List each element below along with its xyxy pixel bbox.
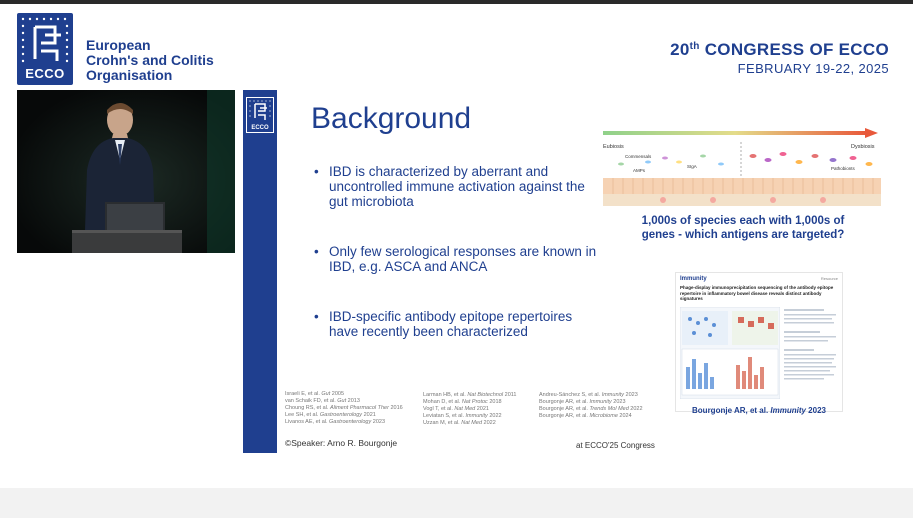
reference-item: Bourgonje AR, et al. Immunity 2023 — [539, 399, 626, 405]
reference-item: Larman HB, et al. Nat Biotechnol 2011 — [423, 392, 517, 398]
bullet-item: • IBD-specific antibody epitope repertoires have recently been characterized — [313, 309, 603, 339]
slide-title: Background — [311, 102, 472, 135]
graphical-abstract — [680, 307, 780, 399]
logo-text: ECCO — [25, 66, 65, 81]
species-question: 1,000s of species each with 1,000s of genes - which antigens are targeted? — [641, 215, 845, 241]
org-line-2: Crohn's and Colitis — [86, 52, 214, 68]
references-column-2 — [423, 392, 516, 427]
cite-authors: Bourgonje AR, et al. — [692, 406, 771, 415]
gut-microbiota-illustration — [603, 138, 881, 208]
references-column-1 — [285, 391, 403, 426]
epithelium-layer — [603, 178, 881, 206]
header — [0, 4, 913, 88]
reference-item: Mohan D, et al. Nat Protoc 2018 — [423, 399, 502, 405]
reference-item: Choung RS, et al. Aliment Pharmacol Ther 2016 — [285, 405, 403, 411]
speaker-credit: ©Speaker: Arno R. Bourgonje — [285, 438, 398, 448]
org-line-1: European — [86, 37, 151, 53]
bottom-bar — [0, 488, 913, 518]
amps-label: AMPs — [633, 168, 646, 173]
references-column-3 — [539, 392, 643, 420]
pathobionts-label: Pathobionts — [831, 166, 855, 171]
speaker-video[interactable] — [17, 90, 235, 253]
paper-journal: Immunity — [680, 276, 707, 282]
congress-number: 20 — [670, 40, 690, 59]
ecco-logo — [17, 13, 73, 85]
reference-item: Uzzan M, et al. Nat Med 2022 — [423, 420, 496, 426]
paper-thumbnail — [675, 272, 843, 412]
reference-item: Lee SH, et al. Gastroenterology 2021 — [285, 412, 376, 418]
podium — [72, 230, 182, 253]
org-line-3: Organisation — [86, 67, 173, 83]
cite-journal: Immunity — [770, 406, 806, 415]
congress-info — [670, 40, 889, 76]
slide-side-strip — [243, 90, 277, 453]
bullet-item: • Only few serological responses are known in IBD, e.g. ASCA and ANCA — [313, 244, 603, 274]
reference-item: Bourgonje AR, et al. Microbiome 2024 — [539, 413, 632, 419]
reference-item: van Schaik FD, et al. Gut 2013 — [285, 398, 360, 404]
slide-logo-text: ECCO — [251, 125, 269, 131]
eubiosis-dysbiosis-arrow — [603, 128, 878, 138]
reference-item: Bourgonje AR, et al. Trends Mol Med 2022 — [539, 406, 643, 412]
reference-item: Leviatan S, et al. Immunity 2022 — [423, 413, 502, 419]
cite-year: 2023 — [805, 406, 826, 415]
paper-citation — [675, 406, 843, 415]
bullet-list — [313, 164, 603, 374]
eubiosis-label: Eubiosis — [603, 144, 624, 150]
reference-item: Vogl T, et al. Nat Med 2021 — [423, 406, 489, 412]
paper-title: Phage-display immunoprecipitation sequencing of the antibody epitope repertoire in inflammatory bowel disease reveals distinct antibody signatures — [680, 285, 834, 301]
bullet-item: • IBD is characterized by aberrant and uncontrolled immune activation against the gut microbiota — [313, 164, 603, 209]
reference-item: Israeli E, et al. Gut 2005 — [285, 391, 345, 397]
paper-resource: Resource — [820, 276, 838, 281]
speaker-video-frame — [17, 90, 235, 253]
siga-label: SIgA — [687, 164, 697, 169]
organisation-name — [86, 38, 214, 83]
commensals-label: Commensals — [625, 154, 652, 159]
congress-title — [670, 40, 889, 60]
dysbiosis-label: Dysbiosis — [851, 144, 875, 150]
congress-title-rest: CONGRESS OF ECCO — [699, 40, 889, 59]
reference-item: Andreu-Sánchez S, et al. Immunity 2023 — [539, 392, 638, 398]
presentation-slide — [243, 90, 890, 453]
reference-item: Livanos AE, et al. Gastroenterology 2023 — [285, 419, 385, 425]
congress-date: FEBRUARY 19-22, 2025 — [737, 61, 889, 76]
slide-ecco-logo — [246, 97, 274, 133]
paper-highlights — [784, 307, 840, 399]
congress-suffix: th — [689, 41, 700, 52]
congress-watermark: at ECCO'25 Congress — [576, 441, 655, 450]
